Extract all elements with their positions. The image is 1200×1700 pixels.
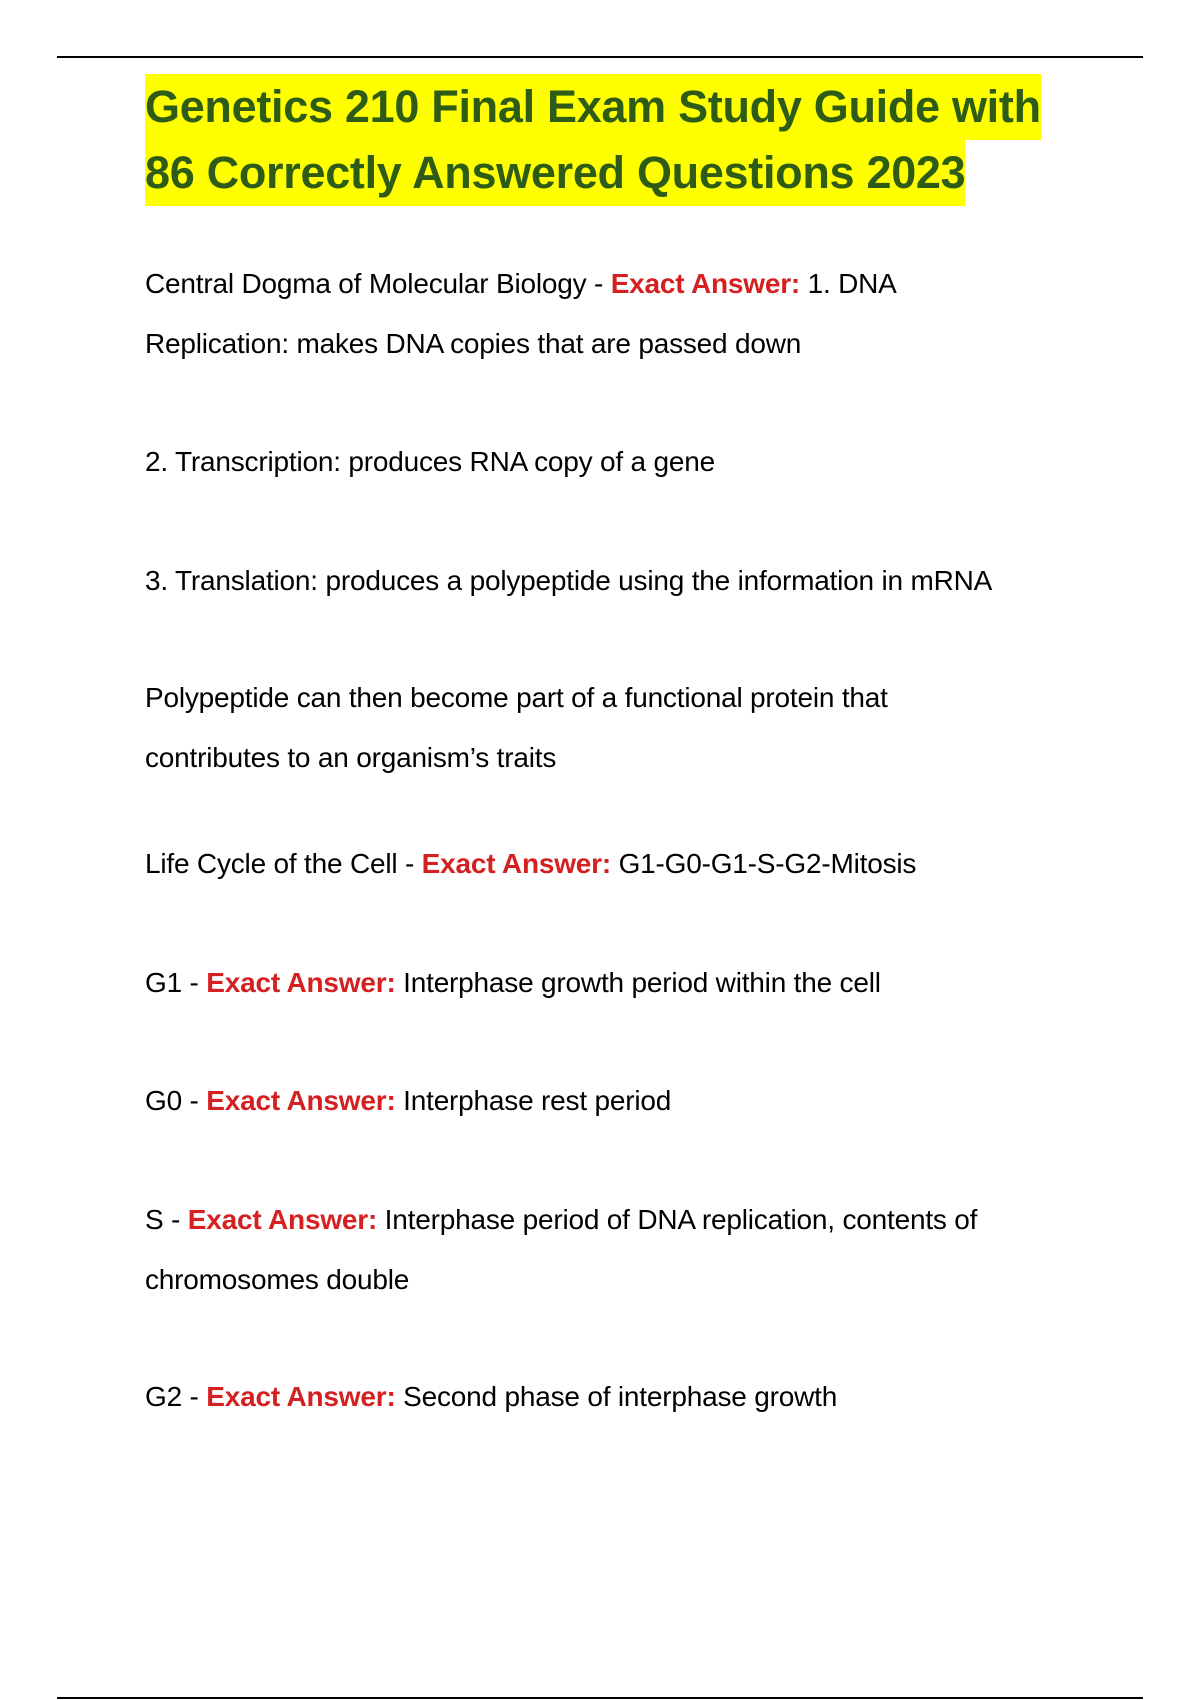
question-text: Central Dogma of Molecular Biology - xyxy=(145,268,611,299)
answer-text-line-2: contributes to an organism’s traits xyxy=(145,742,557,773)
qa-entry-polypeptide xyxy=(145,668,1085,788)
qa-entry-cell-life-cycle xyxy=(145,834,1085,894)
answer-text: Interphase growth period within the cell xyxy=(395,967,881,998)
question-text: S - xyxy=(145,1204,188,1235)
answer-label: Exact Answer: xyxy=(610,268,801,299)
answer-label: Exact Answer: xyxy=(206,1381,396,1412)
question-text: Life Cycle of the Cell - xyxy=(145,848,422,879)
answer-text: 3. Translation: produces a polypeptide using the information in mRNA xyxy=(145,565,993,596)
answer-continuation: chromosomes double xyxy=(145,1264,410,1295)
qa-entry-g0 xyxy=(145,1071,1085,1131)
qa-entry-s-phase xyxy=(145,1190,1085,1310)
qa-entry-translation xyxy=(145,551,1085,611)
answer-text: Interphase rest period xyxy=(395,1085,672,1116)
answer-continuation: Replication: makes DNA copies that are passed down xyxy=(145,328,802,359)
qa-entry-g1 xyxy=(145,953,1085,1013)
answer-text: 1. DNA xyxy=(800,268,897,299)
title-line-1: Genetics 210 Final Exam Study Guide with xyxy=(145,74,1041,140)
top-rule xyxy=(57,56,1143,58)
qa-entry-g2 xyxy=(145,1367,1085,1427)
answer-text-line-1: Polypeptide can then become part of a functional protein that xyxy=(145,682,888,713)
answer-text: Second phase of interphase growth xyxy=(395,1381,838,1412)
title-line-2: 86 Correctly Answered Questions 2023 xyxy=(145,140,965,206)
question-text: G0 - xyxy=(145,1085,207,1116)
answer-text: Interphase period of DNA replication, contents of xyxy=(377,1204,978,1235)
question-text: G2 - xyxy=(145,1381,207,1412)
answer-label: Exact Answer: xyxy=(206,967,396,998)
answer-label: Exact Answer: xyxy=(421,848,611,879)
answer-text: 2. Transcription: produces RNA copy of a gene xyxy=(145,446,715,477)
answer-label: Exact Answer: xyxy=(206,1085,396,1116)
document-title xyxy=(145,74,1105,206)
qa-entry-transcription xyxy=(145,432,1085,492)
answer-label: Exact Answer: xyxy=(187,1204,378,1235)
question-text: G1 - xyxy=(145,967,207,998)
bottom-rule xyxy=(57,1697,1143,1699)
qa-entry-central-dogma xyxy=(145,254,1085,374)
answer-text: G1-G0-G1-S-G2-Mitosis xyxy=(611,848,917,879)
